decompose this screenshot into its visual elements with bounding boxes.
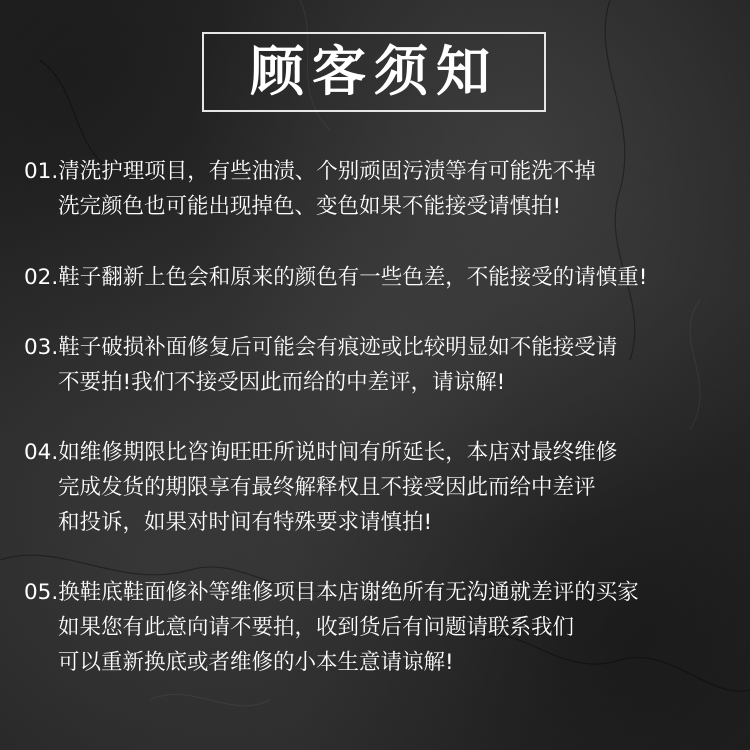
notice-item-03 [24, 330, 617, 400]
notice-item-01 [24, 154, 596, 224]
notice-line: 完成发货的期限享有最终解释权且不接受因此而给中差评 [58, 475, 596, 500]
notice-line: 02.鞋子翻新上色会和原来的颜色有一些色差，不能接受的请慎重! [24, 265, 648, 290]
notice-line: 如果您有此意向请不要拍，收到货后有问题请联系我们 [58, 615, 575, 640]
page-title: 顾客须知 [250, 40, 498, 103]
notice-line: 洗完颜色也可能出现掉色、变色如果不能接受请慎拍! [58, 194, 562, 219]
notice-line: 01.清洗护理项目，有些油渍、个别顽固污渍等有可能洗不掉 [24, 159, 596, 184]
notice-line: 05.换鞋底鞋面修补等维修项目本店谢绝所有无沟通就差评的买家 [24, 580, 639, 605]
notice-item-02 [24, 260, 647, 295]
notice-line: 可以重新换底或者维修的小本生意请谅解! [58, 650, 454, 675]
notice-item-04 [24, 435, 617, 540]
notice-line: 不要拍!我们不接受因此而给的中差评，请谅解! [58, 370, 506, 395]
title-frame [202, 32, 546, 112]
notice-line: 03.鞋子破损补面修复后可能会有痕迹或比较明显如不能接受请 [24, 335, 618, 360]
notice-item-05 [24, 575, 639, 680]
notice-line: 04.如维修期限比咨询旺旺所说时间有所延长，本店对最终维修 [24, 440, 618, 465]
notice-line: 和投诉，如果对时间有特殊要求请慎拍! [58, 510, 433, 535]
